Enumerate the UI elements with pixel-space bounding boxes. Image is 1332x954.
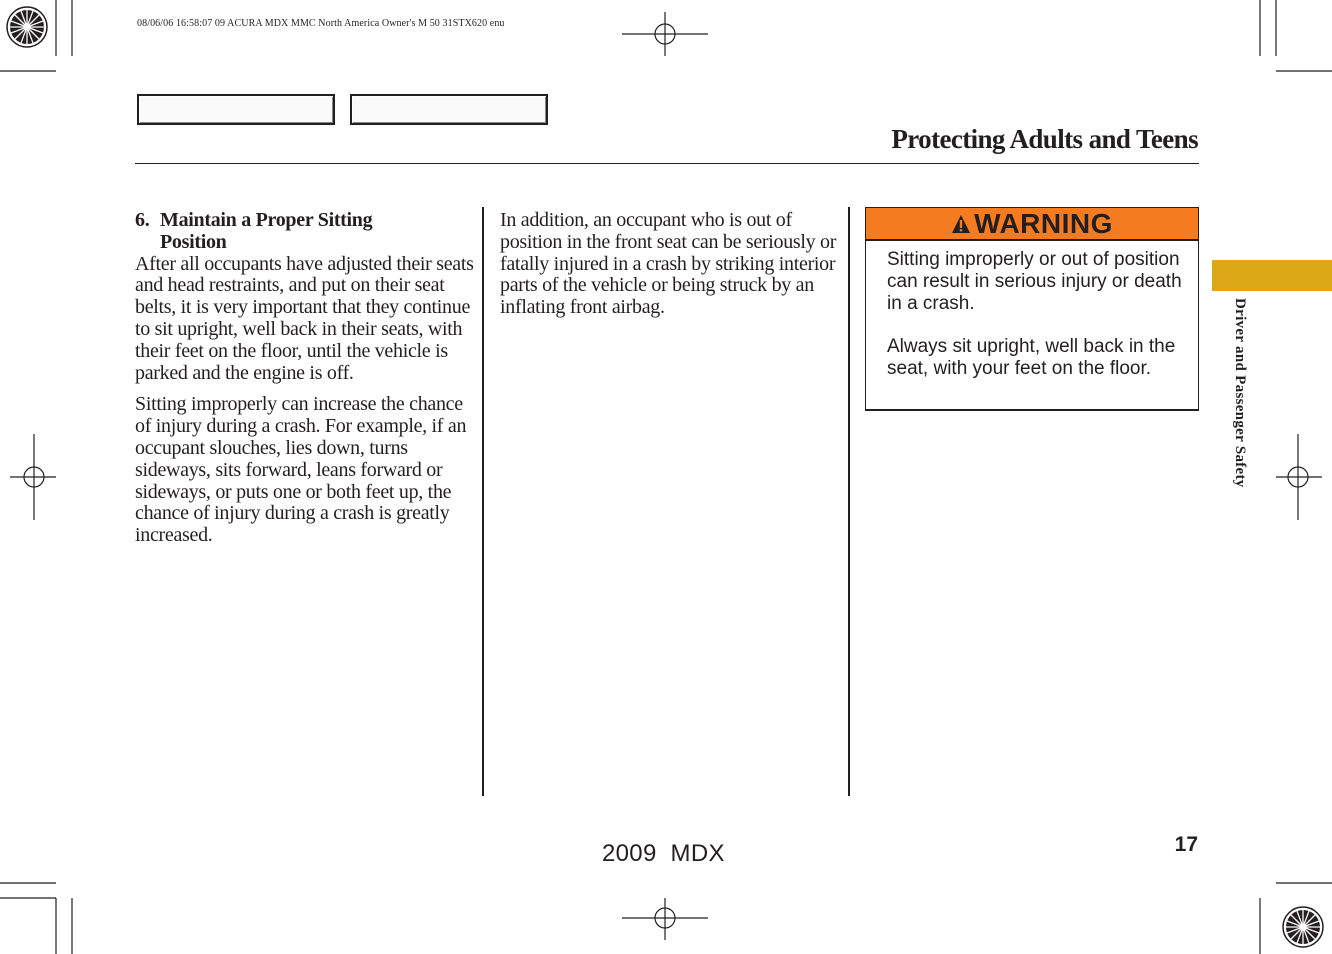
column-divider: [848, 207, 850, 796]
warning-box: [865, 207, 1199, 411]
footer-model: 2009 MDX: [602, 840, 725, 867]
step-number: 6.: [135, 209, 150, 231]
column-divider: [482, 207, 484, 796]
column-2: [500, 210, 838, 329]
print-info: 08/06/06 16:58:07 09 ACURA MDX MMC North America Owner's M 50 31STX620 enu: [137, 18, 505, 29]
step-heading: [135, 210, 475, 254]
title-divider: [135, 163, 1199, 164]
nav-button-next[interactable]: [350, 94, 548, 125]
nav-button-previous[interactable]: [137, 94, 335, 125]
page-number: 17: [1174, 833, 1198, 856]
paragraph: After all occupants have adjusted their seats and head restraints, and put on their seat belts, it is very important that they continue to sit upright, well back in their seats, with their feet on the floor, until the vehicle is parked and the engine is off.: [135, 252, 474, 384]
section-tab[interactable]: [1212, 260, 1332, 291]
section-tab-label: Driver and Passenger Safety: [1232, 298, 1248, 488]
paragraph: In addition, an occupant who is out of position in the front seat can be seriously or fatally injured in a crash by striking interior parts of the vehicle or being struck by an inflating front airbag.: [500, 209, 837, 319]
page-title: Protecting Adults and Teens: [891, 124, 1198, 154]
warning-title: WARNING: [974, 207, 1113, 239]
paragraph: Sitting improperly can increase the chance of injury during a crash. For example, if an occupant slouches, lies down, turns sideways, sits forward, leans forward or sideways, or puts one or both feet up, the chance of injury during a crash is greatly increased.: [135, 393, 467, 547]
column-1: [135, 210, 475, 557]
warning-triangle-icon: [951, 214, 971, 234]
warning-header: [866, 208, 1198, 241]
warning-paragraph: Sitting improperly or out of position can result in serious injury or death in a crash.: [887, 249, 1182, 314]
step-title: Maintain a Proper Sitting Position: [160, 209, 373, 253]
warning-body: [866, 241, 1198, 380]
warning-paragraph: Always sit upright, well back in the seat, with your feet on the floor.: [887, 336, 1176, 379]
